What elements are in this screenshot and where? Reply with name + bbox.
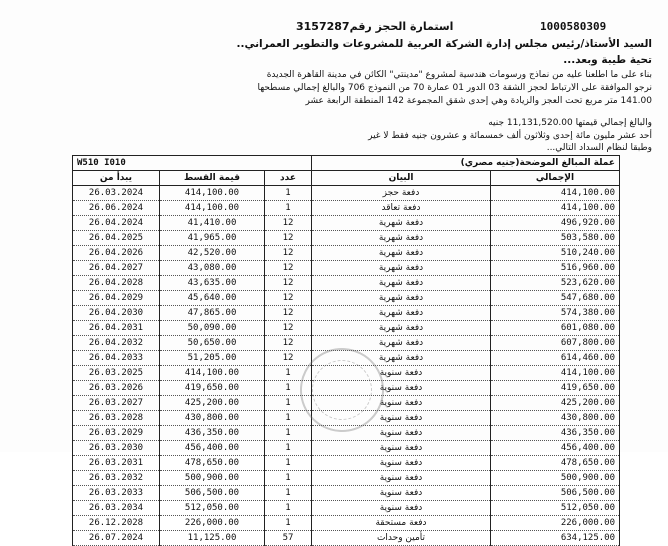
row-count: 1 [265, 186, 312, 201]
row-count: 12 [265, 351, 312, 366]
row-installment: 41,410.00 [160, 216, 265, 231]
row-count: 12 [265, 261, 312, 276]
table-row [73, 186, 620, 201]
row-count: 57 [265, 531, 312, 546]
body-line: نرجو الموافقة على الارتباط لحجز الشقة 03 الدور 01 عمارة 70 من النموذج 706 والبالغ إجمالي مسطحها [257, 83, 652, 93]
table-row [73, 351, 620, 366]
row-description: دفعة شهرية [312, 276, 491, 291]
header-start: يبدأ من [73, 171, 160, 186]
row-start-date: 26.07.2024 [73, 531, 160, 546]
row-description: دفعة سنوية [312, 366, 491, 381]
row-start-date: 26.03.2032 [73, 471, 160, 486]
row-start-date: 26.03.2026 [73, 381, 160, 396]
row-count: 1 [265, 441, 312, 456]
row-total: 506,500.00 [491, 486, 620, 501]
row-count: 1 [265, 396, 312, 411]
table-codes: W510 I010 [73, 156, 312, 171]
row-start-date: 26.04.2028 [73, 276, 160, 291]
row-total: 510,240.00 [491, 246, 620, 261]
row-count: 12 [265, 291, 312, 306]
row-installment: 50,650.00 [160, 336, 265, 351]
table-row [73, 411, 620, 426]
table-row [73, 276, 620, 291]
document-title: استمارة الحجز رقم3157287 [296, 20, 454, 33]
row-description: دفعة سنوية [312, 426, 491, 441]
total-in-words-line: أحد عشر مليون مائة إحدى وثلاثون ألف خمسمائة و عشرون جنيه فقط لا غير [368, 131, 652, 141]
row-total: 425,200.00 [491, 396, 620, 411]
row-installment: 11,125.00 [160, 531, 265, 546]
table-caption-row [73, 156, 620, 171]
table-row [73, 456, 620, 471]
body-line: بناء على ما اطلعنا عليه من نماذج ورسومات هندسية لمشروع "مدينتي" الكائن في مدينة القاهرة الجديدة [266, 70, 652, 80]
row-description: دفعة شهرية [312, 261, 491, 276]
document-number: 1000580309 [540, 20, 607, 33]
row-start-date: 26.06.2024 [73, 201, 160, 216]
row-description: دفعة شهرية [312, 306, 491, 321]
row-count: 12 [265, 231, 312, 246]
row-installment: 456,400.00 [160, 441, 265, 456]
row-total: 414,100.00 [491, 366, 620, 381]
row-total: 574,380.00 [491, 306, 620, 321]
row-installment: 506,500.00 [160, 486, 265, 501]
row-total: 419,650.00 [491, 381, 620, 396]
row-installment: 478,650.00 [160, 456, 265, 471]
row-installment: 414,100.00 [160, 186, 265, 201]
row-installment: 42,520.00 [160, 246, 265, 261]
row-total: 503,580.00 [491, 231, 620, 246]
row-description: دفعة سنوية [312, 411, 491, 426]
row-installment: 425,200.00 [160, 396, 265, 411]
row-start-date: 26.04.2025 [73, 231, 160, 246]
row-description: دفعة شهرية [312, 216, 491, 231]
row-count: 12 [265, 276, 312, 291]
table-row [73, 501, 620, 516]
table-row [73, 531, 620, 546]
row-installment: 51,205.00 [160, 351, 265, 366]
row-start-date: 26.03.2029 [73, 426, 160, 441]
row-count: 12 [265, 246, 312, 261]
table-row [73, 321, 620, 336]
row-description: دفعة شهرية [312, 246, 491, 261]
row-total: 516,960.00 [491, 261, 620, 276]
row-installment: 414,100.00 [160, 366, 265, 381]
row-installment: 47,865.00 [160, 306, 265, 321]
row-total: 496,920.00 [491, 216, 620, 231]
row-description: دفعة شهرية [312, 321, 491, 336]
table-row [73, 366, 620, 381]
row-installment: 419,650.00 [160, 381, 265, 396]
row-total: 500,900.00 [491, 471, 620, 486]
table-row [73, 216, 620, 231]
row-start-date: 26.04.2031 [73, 321, 160, 336]
row-total: 414,100.00 [491, 201, 620, 216]
row-count: 12 [265, 216, 312, 231]
row-total: 523,620.00 [491, 276, 620, 291]
row-count: 1 [265, 366, 312, 381]
table-row [73, 261, 620, 276]
table-header-row [73, 171, 620, 186]
row-count: 1 [265, 516, 312, 531]
row-start-date: 26.03.2034 [73, 501, 160, 516]
row-description: دفعة شهرية [312, 351, 491, 366]
body-line: 141.00 متر مربع تحت العجز والزيادة وهي إحدى شقق المجموعة 142 المنطقة الرابعة عشر [305, 96, 652, 106]
row-start-date: 26.03.2030 [73, 441, 160, 456]
row-count: 12 [265, 336, 312, 351]
row-total: 456,400.00 [491, 441, 620, 456]
row-total: 414,100.00 [491, 186, 620, 201]
row-start-date: 26.03.2024 [73, 186, 160, 201]
row-description: دفعة شهرية [312, 291, 491, 306]
row-description: دفعة شهرية [312, 336, 491, 351]
table-row [73, 306, 620, 321]
table-row [73, 441, 620, 456]
row-installment: 436,350.00 [160, 426, 265, 441]
addressee-line: السيد الأستاذ/رئيس مجلس إدارة الشركة العربية للمشروعات والتطوير العمراني.. [236, 38, 652, 50]
row-installment: 512,050.00 [160, 501, 265, 516]
row-total: 607,800.00 [491, 336, 620, 351]
table-caption: عملة المبالغ الموضحة(جنيه مصري) [312, 156, 620, 171]
row-installment: 41,965.00 [160, 231, 265, 246]
row-start-date: 26.04.2033 [73, 351, 160, 366]
row-installment: 226,000.00 [160, 516, 265, 531]
row-total: 226,000.00 [491, 516, 620, 531]
greeting-line: تحية طيبة وبعد... [563, 54, 652, 66]
row-total: 547,680.00 [491, 291, 620, 306]
table-row [73, 231, 620, 246]
row-start-date: 26.04.2026 [73, 246, 160, 261]
row-start-date: 26.04.2029 [73, 291, 160, 306]
row-description: دفعة سنوية [312, 471, 491, 486]
row-count: 1 [265, 486, 312, 501]
row-installment: 414,100.00 [160, 201, 265, 216]
row-count: 12 [265, 306, 312, 321]
table-row [73, 516, 620, 531]
row-start-date: 26.03.2031 [73, 456, 160, 471]
header-count: عدد [265, 171, 312, 186]
row-description: دفعة سنوية [312, 486, 491, 501]
row-start-date: 26.03.2028 [73, 411, 160, 426]
row-count: 1 [265, 381, 312, 396]
header-total: الإجمالي [491, 171, 620, 186]
row-description: دفعة سنوية [312, 381, 491, 396]
row-installment: 430,800.00 [160, 411, 265, 426]
row-total: 436,350.00 [491, 426, 620, 441]
row-total: 430,800.00 [491, 411, 620, 426]
row-installment: 500,900.00 [160, 471, 265, 486]
row-start-date: 26.03.2025 [73, 366, 160, 381]
row-installment: 45,640.00 [160, 291, 265, 306]
header-description: البيان [312, 171, 491, 186]
row-installment: 43,635.00 [160, 276, 265, 291]
row-description: دفعة سنوية [312, 456, 491, 471]
table-row [73, 396, 620, 411]
row-description: دفعة حجز [312, 186, 491, 201]
row-description: دفعة مستحقة [312, 516, 491, 531]
row-description: تأمين وحدات [312, 531, 491, 546]
row-count: 1 [265, 426, 312, 441]
table-row [73, 486, 620, 501]
payment-schedule-table [72, 155, 620, 546]
row-total: 614,460.00 [491, 351, 620, 366]
row-description: دفعة شهرية [312, 231, 491, 246]
row-start-date: 26.12.2028 [73, 516, 160, 531]
table-row [73, 471, 620, 486]
row-total: 478,650.00 [491, 456, 620, 471]
row-count: 1 [265, 471, 312, 486]
row-total: 634,125.00 [491, 531, 620, 546]
row-installment: 50,090.00 [160, 321, 265, 336]
row-start-date: 26.04.2032 [73, 336, 160, 351]
table-row [73, 336, 620, 351]
row-total: 601,080.00 [491, 321, 620, 336]
row-count: 1 [265, 411, 312, 426]
row-start-date: 26.03.2033 [73, 486, 160, 501]
row-total: 512,050.00 [491, 501, 620, 516]
table-row [73, 381, 620, 396]
row-count: 1 [265, 201, 312, 216]
row-start-date: 26.04.2027 [73, 261, 160, 276]
row-count: 1 [265, 501, 312, 516]
row-start-date: 26.04.2030 [73, 306, 160, 321]
row-description: دفعة سنوية [312, 396, 491, 411]
row-description: دفعة سنوية [312, 501, 491, 516]
table-row [73, 426, 620, 441]
row-installment: 43,080.00 [160, 261, 265, 276]
table-row [73, 291, 620, 306]
payment-system-line: وطبقا لنظام السداد التالي... [546, 143, 652, 153]
row-start-date: 26.04.2024 [73, 216, 160, 231]
row-description: دفعة سنوية [312, 441, 491, 456]
row-description: دفعة تعاقد [312, 201, 491, 216]
table-row [73, 201, 620, 216]
header-installment: قيمة القسط [160, 171, 265, 186]
total-value-line: والبالغ إجمالي قيمتها 11,131,520.00 جنيه [488, 118, 652, 128]
row-count: 12 [265, 321, 312, 336]
row-start-date: 26.03.2027 [73, 396, 160, 411]
table-row [73, 246, 620, 261]
row-count: 1 [265, 456, 312, 471]
